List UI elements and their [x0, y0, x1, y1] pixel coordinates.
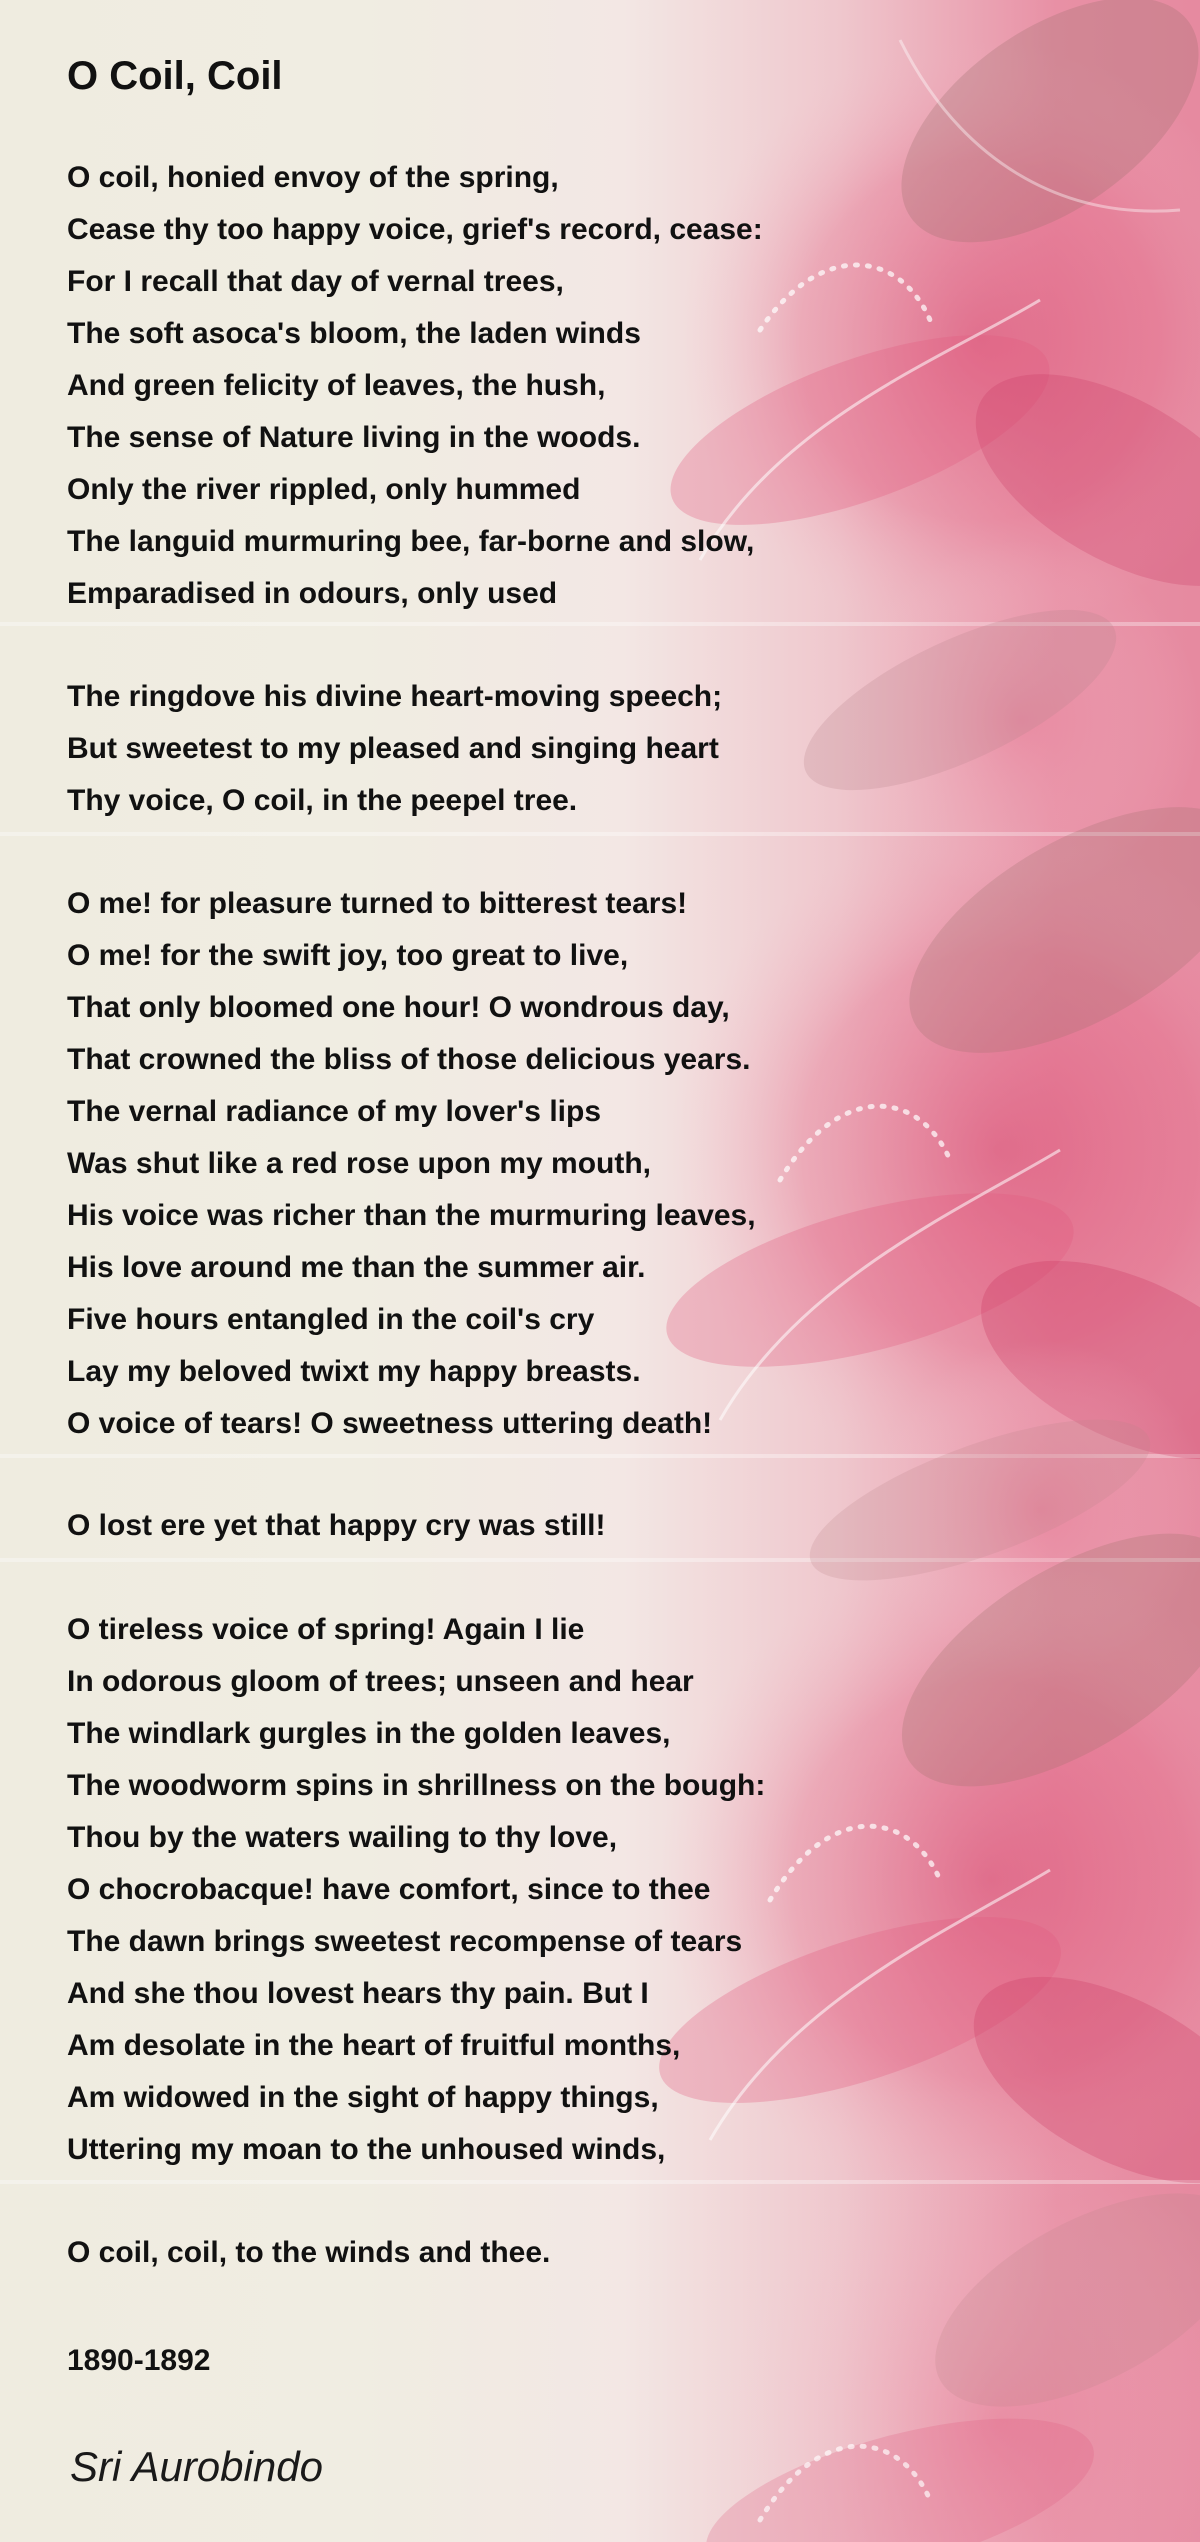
poem-line: O me! for pleasure turned to bitterest tears!	[67, 887, 688, 920]
poem-line: Was shut like a red rose upon my mouth,	[67, 1147, 651, 1180]
poem-line: Emparadised in odours, only used	[67, 577, 558, 610]
poem-line: Only the river rippled, only hummed	[67, 473, 581, 506]
poem-line: The languid murmuring bee, far-borne and slow,	[67, 525, 755, 558]
poem-line: In odorous gloom of trees; unseen and hear	[67, 1665, 694, 1698]
poem-line: Thou by the waters wailing to thy love,	[67, 1821, 618, 1854]
poem-line: O me! for the swift joy, too great to live,	[67, 939, 629, 972]
stanza-1	[67, 152, 763, 620]
poem-line: The dawn brings sweetest recompense of tears	[67, 1925, 743, 1958]
poem-line: Five hours entangled in the coil's cry	[67, 1303, 595, 1336]
poem-line: His love around me than the summer air.	[67, 1251, 646, 1284]
poem-line: The vernal radiance of my lover's lips	[67, 1095, 602, 1128]
poem-line: Lay my beloved twixt my happy breasts.	[67, 1355, 641, 1388]
poem-line: O chocrobacque! have comfort, since to thee	[67, 1873, 711, 1906]
poem-line: That only bloomed one hour! O wondrous day,	[67, 991, 730, 1024]
poem-line: The windlark gurgles in the golden leaves,	[67, 1717, 671, 1750]
poem-line: His voice was richer than the murmuring leaves,	[67, 1199, 756, 1232]
poem-line: Thy voice, O coil, in the peepel tree.	[67, 784, 578, 817]
stanza-4	[67, 1500, 606, 1552]
poem-line: That crowned the bliss of those delicious years.	[67, 1043, 751, 1076]
poem-date: 1890-1892	[67, 2344, 211, 2377]
poem-line: The sense of Nature living in the woods.	[67, 421, 641, 454]
poem-line: O lost ere yet that happy cry was still!	[67, 1509, 606, 1542]
stanza-2	[67, 671, 722, 827]
stanza-5	[67, 1604, 765, 2176]
poem-line: Cease thy too happy voice, grief's record, cease:	[67, 213, 763, 246]
poem-author: Sri Aurobindo	[70, 2443, 323, 2490]
poem-line: And green felicity of leaves, the hush,	[67, 369, 606, 402]
flower-cluster-6	[690, 2140, 1200, 2542]
poem-line: Uttering my moan to the unhoused winds,	[67, 2133, 666, 2166]
poem-line: But sweetest to my pleased and singing heart	[67, 732, 719, 765]
stanza-6	[67, 2227, 550, 2279]
poem-line: O coil, honied envoy of the spring,	[67, 161, 559, 194]
poem-title: O Coil, Coil	[67, 54, 283, 98]
poem-line: The woodworm spins in shrillness on the bough:	[67, 1769, 766, 1802]
stanza-3	[67, 878, 756, 1450]
poem-line: Am desolate in the heart of fruitful months,	[67, 2029, 681, 2062]
poem-line: Am widowed in the sight of happy things,	[67, 2081, 659, 2114]
poem-line: The soft asoca's bloom, the laden winds	[67, 317, 641, 350]
poem-line: O tireless voice of spring! Again I lie	[67, 1613, 585, 1646]
poem-line: O coil, coil, to the winds and thee.	[67, 2236, 551, 2269]
poem-line: O voice of tears! O sweetness uttering death!	[67, 1407, 713, 1440]
poem-line: The ringdove his divine heart-moving speech;	[67, 680, 723, 713]
poem-line: And she thou lovest hears thy pain. But I	[67, 1977, 649, 2010]
poem-line: For I recall that day of vernal trees,	[67, 265, 564, 298]
